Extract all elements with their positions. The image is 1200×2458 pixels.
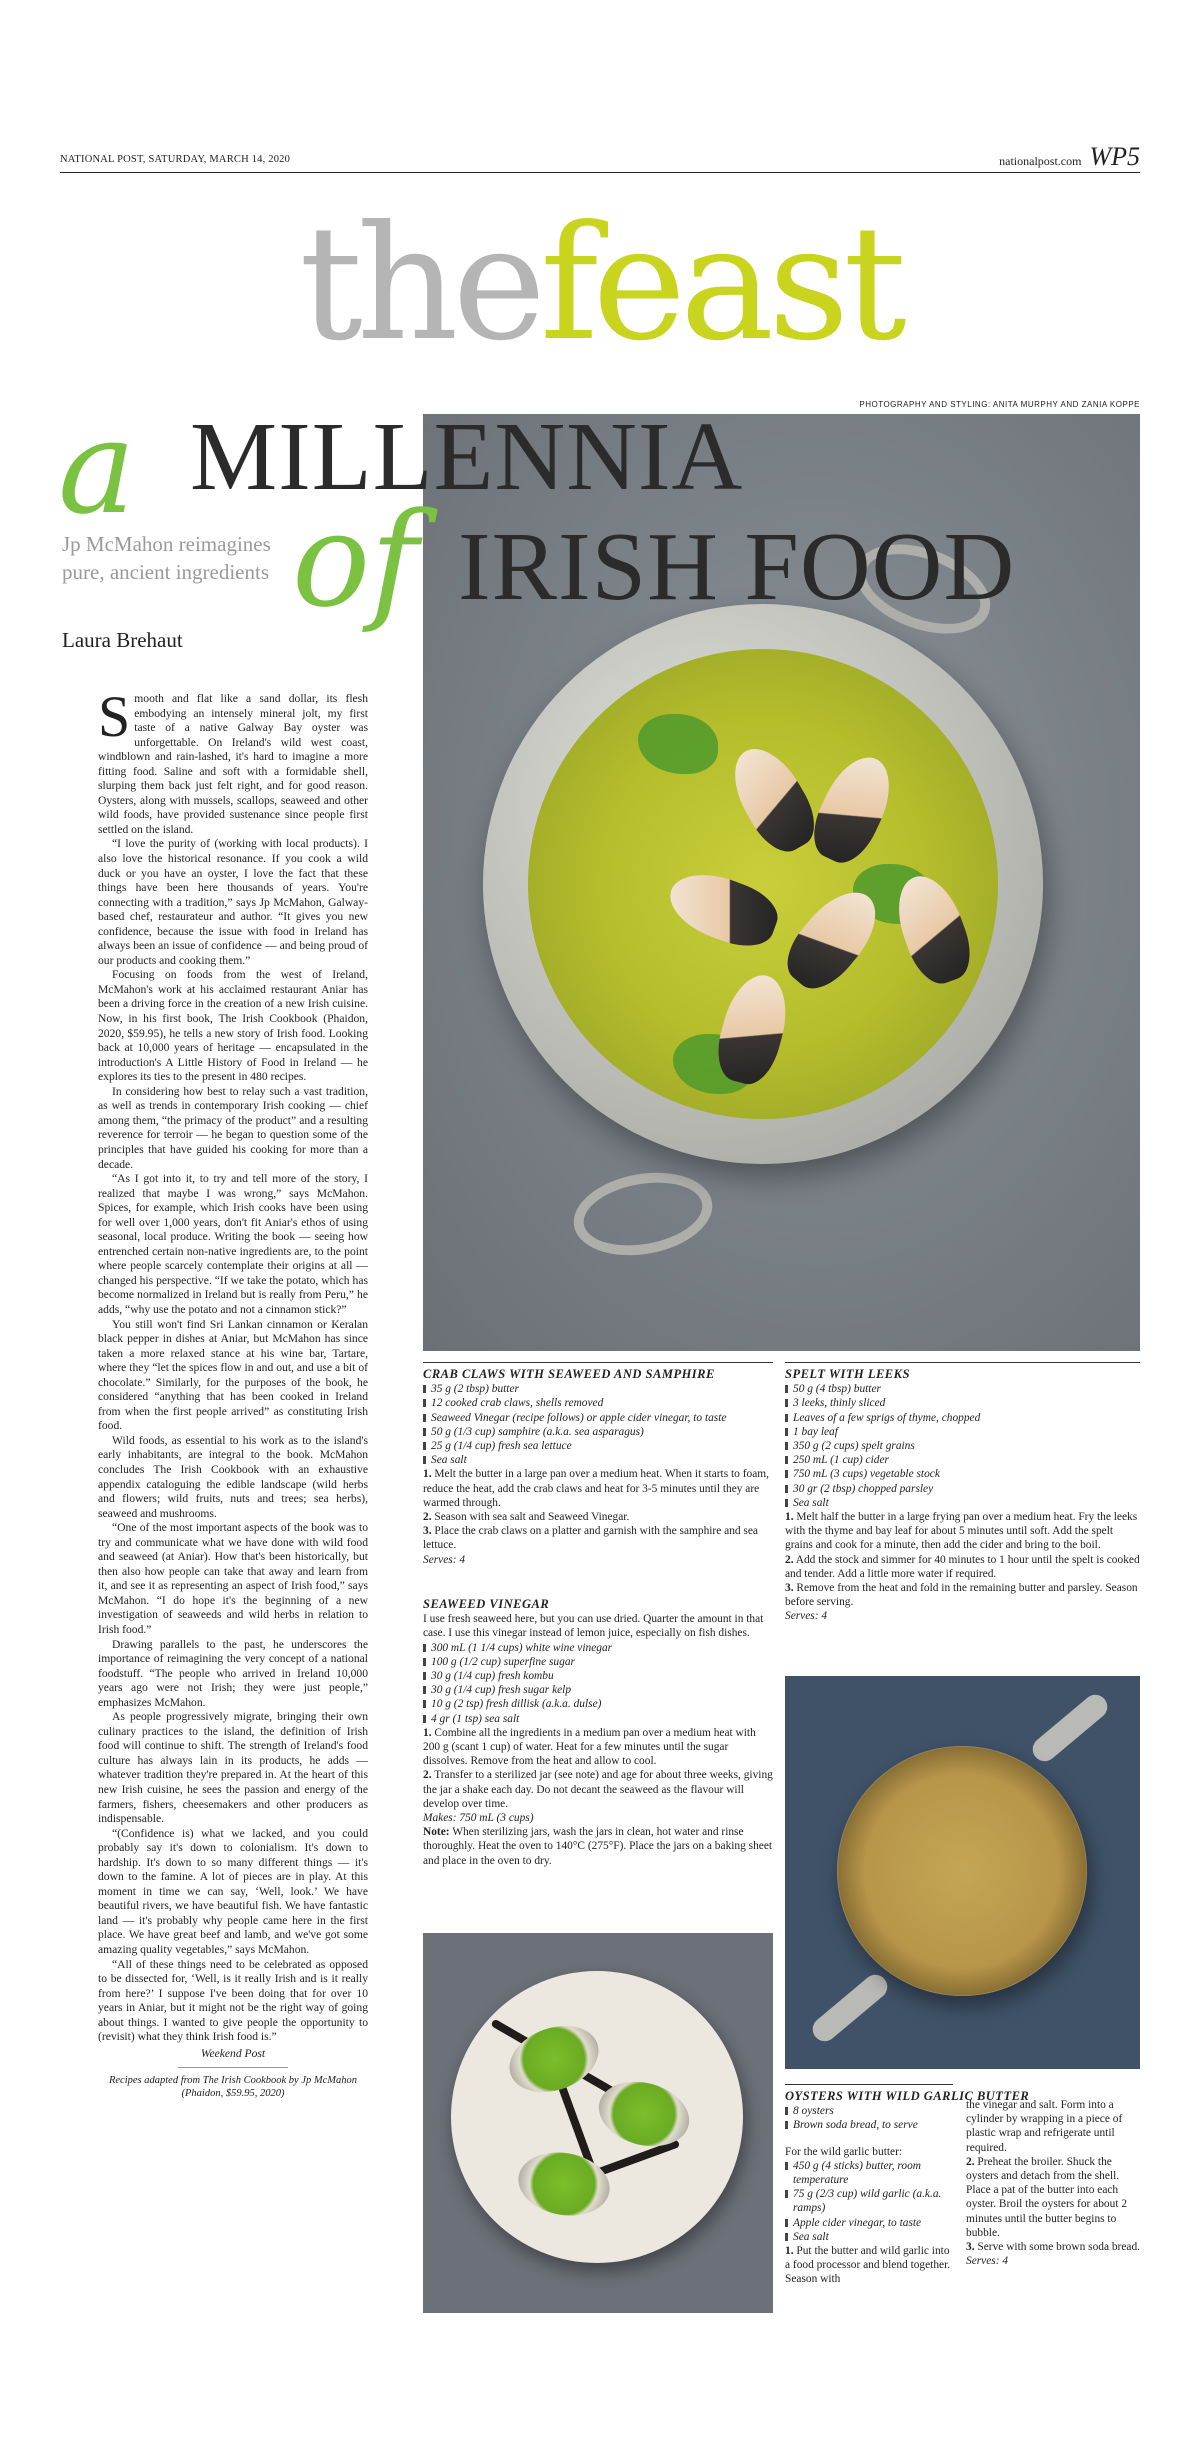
- recipe-subheading: For the wild garlic butter:: [785, 2145, 903, 2158]
- ingredient: 350 g (2 cups) spelt grains: [785, 1439, 1140, 1453]
- recipe-step: 1. Melt the butter in a large pan over a medium heat. When it starts to foam, reduce the heat, add the crab claws and heat for 3-5 minutes until they are warmed through.: [423, 1468, 769, 1509]
- ingredient: 1 bay leaf: [785, 1425, 1140, 1439]
- recipe-title: SPELT WITH LEEKS: [785, 1367, 910, 1381]
- ingredient: Leaves of a few sprigs of thyme, chopped: [785, 1411, 1140, 1425]
- pot-handle: [808, 1970, 892, 2046]
- article-paragraph: As people progressively migrate, bringing their own culinary practices to the island, the definition of Irish food will continue to shift. The strength of Ireland's food culture has always lain in its products, he adds — whatever tradition they're prepared in. At the heart of this new Irish cuisine, he sees the passion and energy of the farmers, fishers, cheesemakers and other producers as indispensable.: [98, 1710, 368, 1826]
- plate: [451, 1971, 743, 2263]
- recipe-makes: Makes: 750 mL (3 cups): [423, 1812, 534, 1825]
- recipe-crab-claws: [423, 1362, 773, 1567]
- oysters-photo: [423, 1933, 773, 2313]
- ingredient: 75 g (2/3 cup) wild garlic (a.k.a. ramps): [785, 2187, 953, 2215]
- article-paragraph: “One of the most important aspects of the book was to try and communicate what we have done with wild food and seaweed (at Aniar). How that's been historically, but then also how people can take that away and learn from it, and see it as representing an aspect of Irish food,” says McMahon. “I do hope it's the beginning of a new investigation of seaweeds and wild herbs in relation to Irish food.”: [98, 1521, 368, 1636]
- header-page-number: WP5: [1089, 142, 1140, 171]
- article-paragraph: You still won't find Sri Lankan cinnamon or Keralan black pepper in dishes at Aniar, but McMahon has since taken a more relaxed stance at his wine bar, Tartare, where they “let the spices flow in and out, and use a bit of chocolate.” Similarly, for the purposes of the book, he considered “anything that has been cooked in Ireland from when the first people arrived” as constituting Irish food.: [98, 1317, 368, 1433]
- header-right: [999, 142, 1140, 172]
- ingredient: 250 mL (1 cup) cider: [785, 1453, 1140, 1467]
- recipe-step: the vinegar and salt. Form into a cylinder by wrapping in a piece of plastic wrap and refrigerate until required.: [966, 2099, 1123, 2154]
- ingredient: Brown soda bread, to serve: [785, 2118, 953, 2132]
- ingredient: Sea salt: [785, 1496, 1140, 1510]
- ingredient: 10 g (2 tsp) fresh dillisk (a.k.a. dulse): [423, 1697, 773, 1711]
- deck: Jp McMahon reimagines pure, ancient ingredients: [62, 532, 271, 584]
- recipe-title: OYSTERS WITH WILD GARLIC BUTTER: [785, 2089, 1030, 2103]
- divider: [178, 2067, 288, 2068]
- pot: [837, 1746, 1087, 1996]
- spelt-photo: [785, 1676, 1140, 2069]
- recipe-step: 2. Transfer to a sterilized jar (see note) and age for about three weeks, giving the jar a shake each day. Do not decant the seaweed as the flavour will develop over time.: [423, 1769, 773, 1810]
- ingredient: 750 mL (3 cups) vegetable stock: [785, 1467, 1140, 1481]
- ingredient: 4 gr (1 tsp) sea salt: [423, 1712, 773, 1726]
- article-body: [98, 684, 368, 2100]
- masthead-the: the: [299, 192, 540, 376]
- recipe-intro: I use fresh seaweed here, but you can use dried. Quarter the amount in that case. I use this vinegar instead of lemon juice, especially on fish dishes.: [423, 1613, 764, 1640]
- dropcap: S: [98, 684, 131, 749]
- header-site: nationalpost.com: [999, 154, 1082, 168]
- pot-handle: [1028, 1690, 1112, 1766]
- ingredient: 450 g (4 sticks) butter, room temperature: [785, 2159, 953, 2187]
- recipe-title: SEAWEED VINEGAR: [423, 1597, 550, 1611]
- article-paragraph: “I love the purity of (working with local products). I also love the historical resonance. If you cook a wild duck or you have an oyster, I love the fact that these things have been here thousands of years. You're connecting with a tradition,” says Jp McMahon, Galway-based chef, restaurateur and author. “It gives you new confidence, because the issue with food in Ireland has always been an issue of confidence — and being proud of our products and cooking them.”: [98, 837, 368, 967]
- ingredient: 3 leeks, thinly sliced: [785, 1396, 1140, 1410]
- header-dateline: NATIONAL POST, SATURDAY, MARCH 14, 2020: [60, 154, 291, 165]
- header-rule: [60, 172, 1140, 173]
- ingredient: 50 g (4 tbsp) butter: [785, 1382, 1140, 1396]
- ingredient: Seaweed Vinegar (recipe follows) or apple cider vinegar, to taste: [423, 1411, 773, 1425]
- pan-handle-bottom: [567, 1162, 719, 1265]
- signoff: Weekend Post: [200, 2046, 266, 2060]
- ingredient: 30 g (1/4 cup) fresh kombu: [423, 1669, 773, 1683]
- headline-irish-food: IRISH FOOD: [458, 513, 1016, 621]
- recipe-step: 2. Preheat the broiler. Shuck the oysters and detach from the shell. Place a pat of the butter into each oyster. Broil the oysters for about 2 minutes until the butter begins to bubble.: [966, 2155, 1128, 2239]
- recipe-note: Note: When sterilizing jars, wash the jars in clean, hot water and rinse thoroughly. Heat the oven to 140°C (275°F). Place the jars on a baking sheet and place in the oven to dry.: [423, 1826, 773, 1867]
- recipe-step: 1. Put the butter and wild garlic into a food processor and blend together. Season with: [785, 2245, 951, 2286]
- ingredient: 8 oysters: [785, 2104, 953, 2118]
- headline-of: of: [292, 484, 419, 636]
- ingredient: Sea salt: [423, 1453, 773, 1467]
- section-masthead: [0, 192, 1200, 376]
- recipe-step: 1. Combine all the ingredients in a medium pan over a medium heat with 200 g (scant 1 cup) of water. Heat for a few minutes until the sugar dissolves. Remove from the heat and allow to cool.: [423, 1726, 756, 1768]
- ingredient: 30 gr (2 tbsp) chopped parsley: [785, 1482, 1140, 1496]
- recipe-step: 3. Serve with some brown soda bread.: [966, 2241, 1141, 2254]
- ingredient: 25 g (1/4 cup) fresh sea lettuce: [423, 1439, 773, 1453]
- recipe-serves: Serves: 4: [966, 2255, 1009, 2268]
- photo-credit: PHOTOGRAPHY AND STYLING: ANITA MURPHY AND ZANIA KOPPE: [859, 400, 1140, 409]
- masthead-feast: feast: [540, 192, 901, 376]
- byline: Laura Brehaut: [62, 628, 183, 652]
- recipe-oysters-col2: [966, 2098, 1140, 2268]
- ingredient: Sea salt: [785, 2230, 953, 2244]
- article-paragraph: “(Confidence is) what we lacked, and you could probably say it's down to colonialism. It's down to hardship. It's down to so many different things — it's down to the famine. A lot of pieces are in play. At this moment in time we can say, ‘Well, look.’ We have beautiful rivers, we have beautiful fish. We have fantastic land — it's probably why people came here in the first place. We have great beef and lamb, and we've got some amazing quality vegetables,” says McMahon.: [98, 1826, 368, 1957]
- recipe-serves: Serves: 4: [785, 1610, 828, 1623]
- headline-millennia: MILLENNIA: [190, 403, 744, 511]
- ingredient: 100 g (1/2 cup) superfine sugar: [423, 1655, 773, 1669]
- article-paragraph: Wild foods, as essential to his work as to the island's early inhabitants, are integral to the book. McMahon concludes The Irish Cookbook with an exhaustive appendix cataloguing the edible landscape (wild herbs and flowers; wild fruits, nuts and trees; sea herbs), seaweed and mushrooms.: [98, 1433, 368, 1520]
- recipe-seaweed-vinegar: [423, 1597, 773, 1868]
- ingredient: 300 mL (1 1/4 cups) white wine vinegar: [423, 1641, 773, 1655]
- recipe-step: 1. Melt half the butter in a large frying pan over a medium heat. Fry the leeks with the thyme and bay leaf for about 5 minutes until soft. Add the spelt grains and cook for a minute, then add the cider and bring to the boil.: [785, 1511, 1138, 1552]
- article-paragraph: Focusing on foods from the west of Ireland, McMahon's work at his acclaimed restaurant Aniar has been a driving force in the creation of a new Irish cuisine. Now, in his first book, The Irish Cookbook (Phaidon, 2020, $59.95), he tells a new story of Irish food. Looking back at 10,000 years of heritage — encapsulated in the introduction's A Little History of Food in Ireland — he explores its ties to the present in 480 recipes.: [98, 968, 368, 1084]
- article-paragraph: In considering how best to relay such a vast tradition, as well as trends in contemporary Irish cooking — chief among them, “the primacy of the product” and a resulting reverence for terroir — he began to question some of the principles that have guided his cooking for more than a decade.: [98, 1084, 368, 1171]
- article-paragraph: Drawing parallels to the past, he underscores the importance of reimagining the very concept of a national foodstuff. “The people who arrived in Ireland 10,000 years ago were not Irish; they were just people,” emphasizes McMahon.: [98, 1637, 368, 1709]
- recipe-source-note: Recipes adapted from The Irish Cookbook by Jp McMahon (Phaidon, $59.95, 2020): [108, 2075, 358, 2100]
- headline-a: a: [58, 391, 136, 543]
- recipe-step: 3. Place the crab claws on a platter and garnish with the samphire and sea lettuce.: [423, 1525, 758, 1552]
- article-paragraph: Smooth and flat like a sand dollar, its flesh embodying an intensely mineral jolt, my first taste of a native Galway Bay oyster was unforgettable. On Ireland's wild west coast, windblown and rain-lashed, it's hard to imagine a more fitting food. Saline and soft with a formidable shell, slurping them back just felt right, and for good reason. Oysters, along with mussels, scallops, seaweed and other wild foods, have provided sustenance since people first settled on the island.: [98, 684, 368, 836]
- recipe-step: 3. Remove from the heat and fold in the remaining butter and parsley. Season before serving.: [785, 1582, 1138, 1609]
- recipe-spelt-with-leeks: [785, 1362, 1140, 1624]
- article-paragraph: “All of these things need to be celebrated as opposed to be dissected for, ‘Well, is it really Irish and is it really from here?’ I suppose I've been doing that for over 10 years in Aniar, but it might not be the right way of going about things. I wanted to give people the opportunity to (revisit) what they think Irish food is.”: [98, 1957, 368, 2044]
- ingredient: 12 cooked crab claws, shells removed: [423, 1396, 773, 1410]
- ingredient: 30 g (1/4 cup) fresh sugar kelp: [423, 1683, 773, 1697]
- ingredient: Apple cider vinegar, to taste: [785, 2216, 953, 2230]
- recipe-step: 2. Season with sea salt and Seaweed Vinegar.: [423, 1511, 630, 1524]
- recipe-title: CRAB CLAWS WITH SEAWEED AND SAMPHIRE: [423, 1367, 715, 1381]
- recipe-serves: Serves: 4: [423, 1553, 466, 1566]
- recipe-step: 2. Add the stock and simmer for 40 minutes to 1 hour until the spelt is cooked and tender. Add a little more water if required.: [785, 1553, 1140, 1580]
- ingredient: 35 g (2 tbsp) butter: [423, 1382, 773, 1396]
- ingredient: 50 g (1/3 cup) samphire (a.k.a. sea asparagus): [423, 1425, 773, 1439]
- article-paragraph: “As I got into it, to try and tell more of the story, I realized that maybe I was wrong,” says McMahon. Spices, for example, which Irish cooks have been using for well over 1,000 years, don't fit Aniar's ethos of using seasonal, local produce. Writing the book — seeing how entrenched certain non-native ingredients are, to the point where people scarcely contemplate their origins at all — changed his perspective. “If we take the potato, which has become normalized in Ireland but is really from Peru,” he adds, “why use the potato and not a cinnamon stick?”: [98, 1172, 368, 1316]
